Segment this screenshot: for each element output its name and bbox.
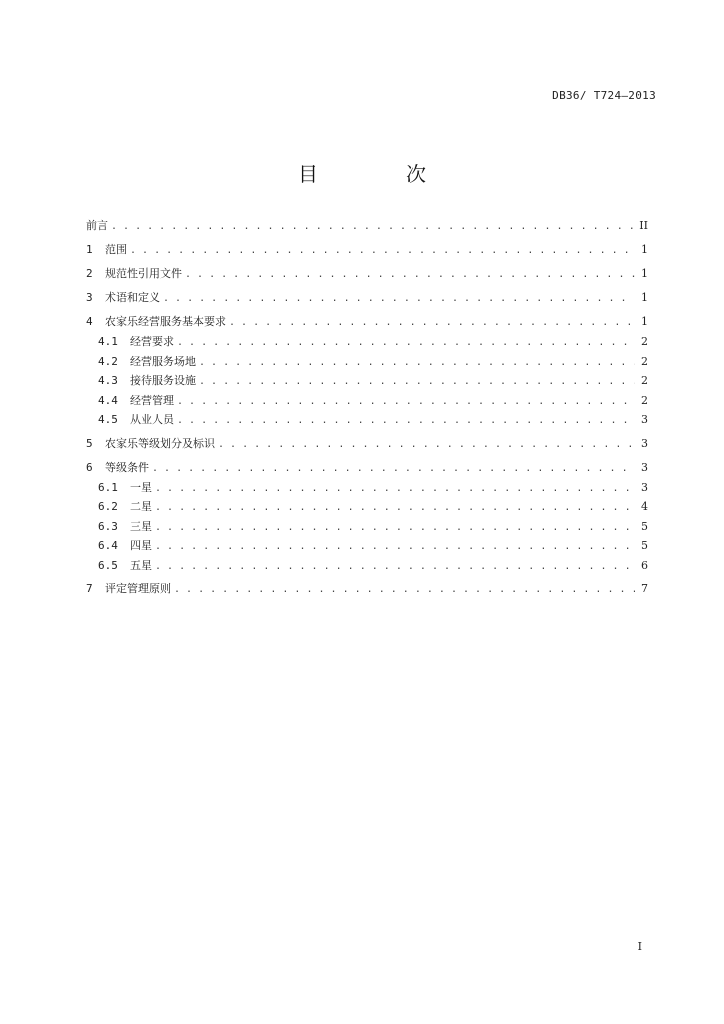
toc-entry[interactable] [86,312,648,332]
toc-entry-page: 1 [641,315,648,328]
toc-entry-number: 6.5 [98,558,118,572]
toc-entry[interactable] [86,517,648,537]
toc-entry-page: 3 [641,460,648,474]
toc-entry-page: 1 [641,267,648,280]
toc-entry[interactable] [86,288,648,308]
dot-leader [152,459,635,479]
dot-leader [174,580,635,600]
toc-entry[interactable] [86,556,648,576]
toc-entry-label: 范围 [105,243,127,256]
toc-entry-label: 等级条件 [105,460,149,474]
toc-entry-page: II [639,219,648,232]
dot-leader [155,518,635,538]
dot-leader [163,289,635,309]
toc-entry[interactable] [86,371,648,391]
dot-leader [199,372,635,392]
dot-leader [155,557,635,577]
toc-entry-number: 6.4 [98,539,118,552]
toc-entry-number: 6.1 [98,480,118,494]
dot-leader [130,241,635,261]
toc-entry[interactable] [86,264,648,284]
toc-entry[interactable] [86,434,648,454]
toc-entry-number: 4 [86,315,93,328]
toc-entry-label: 前言 [86,219,108,232]
toc-entry[interactable] [86,391,648,411]
toc-entry-page: 2 [641,374,648,387]
toc-entry[interactable] [86,497,648,517]
toc-entry-number: 6.3 [98,519,118,533]
toc-entry[interactable] [86,410,648,430]
toc-entry-label: 农家乐等级划分及标识 [105,436,215,450]
toc-entry-page: 2 [641,335,648,348]
toc-entry-number: 6 [86,460,93,474]
dot-leader [155,537,635,557]
toc-entry-label: 二星 [130,500,152,513]
toc-entry[interactable] [86,536,648,556]
toc-entry-label: 规范性引用文件 [105,267,182,280]
toc-entry-number: 1 [86,243,93,256]
toc-entry-number: 2 [86,267,93,280]
dot-leader [199,353,635,373]
toc-entry-label: 五星 [130,558,152,572]
toc-entry-page: 3 [641,413,648,426]
toc-entry-number: 4.2 [98,354,118,368]
table-of-contents [86,216,648,599]
toc-entry-page: 7 [641,582,648,595]
toc-entry[interactable] [86,240,648,260]
dot-leader [177,411,635,431]
dot-leader [155,479,635,499]
toc-entry[interactable] [86,352,648,372]
page-number: I [637,940,642,953]
toc-entry-page: 3 [641,480,648,494]
toc-entry-label: 经营服务场地 [130,354,196,368]
toc-entry-label: 农家乐经营服务基本要求 [105,315,226,328]
toc-entry-label: 从业人员 [130,413,174,426]
toc-entry-page: 2 [641,393,648,407]
toc-entry-label: 经营管理 [130,393,174,407]
toc-entry-number: 4.1 [98,335,118,348]
dot-leader [177,333,635,353]
toc-entry[interactable] [86,332,648,352]
toc-entry-label: 接待服务设施 [130,374,196,387]
toc-entry-number: 4.5 [98,413,118,426]
toc-entry-page: 3 [641,436,648,450]
toc-entry[interactable] [86,216,648,236]
toc-entry-number: 5 [86,436,93,450]
toc-entry-label: 四星 [130,539,152,552]
toc-entry-label: 三星 [130,519,152,533]
toc-entry[interactable] [86,478,648,498]
dot-leader [111,217,633,237]
toc-entry-page: 1 [641,291,648,304]
toc-entry[interactable] [86,458,648,478]
toc-entry-label: 术语和定义 [105,291,160,304]
toc-entry-page: 1 [641,243,648,256]
toc-entry-page: 6 [641,558,648,572]
toc-entry-page: 5 [641,519,648,533]
toc-entry-label: 一星 [130,480,152,494]
toc-entry-label: 评定管理原则 [105,582,171,595]
toc-entry[interactable] [86,579,648,599]
toc-entry-number: 6.2 [98,500,118,513]
toc-entry-page: 2 [641,354,648,368]
dot-leader [177,392,635,412]
document-code: DB36/ T724—2013 [552,89,656,102]
toc-entry-page: 4 [641,500,648,513]
toc-entry-label: 经营要求 [130,335,174,348]
toc-entry-number: 3 [86,291,93,304]
dot-leader [185,265,635,285]
dot-leader [155,498,635,518]
toc-entry-page: 5 [641,539,648,552]
toc-entry-number: 4.4 [98,393,118,407]
page-title: 目 次 [298,162,460,186]
toc-entry-number: 4.3 [98,374,118,387]
toc-entry-number: 7 [86,582,93,595]
dot-leader [229,313,635,333]
dot-leader [218,435,635,455]
